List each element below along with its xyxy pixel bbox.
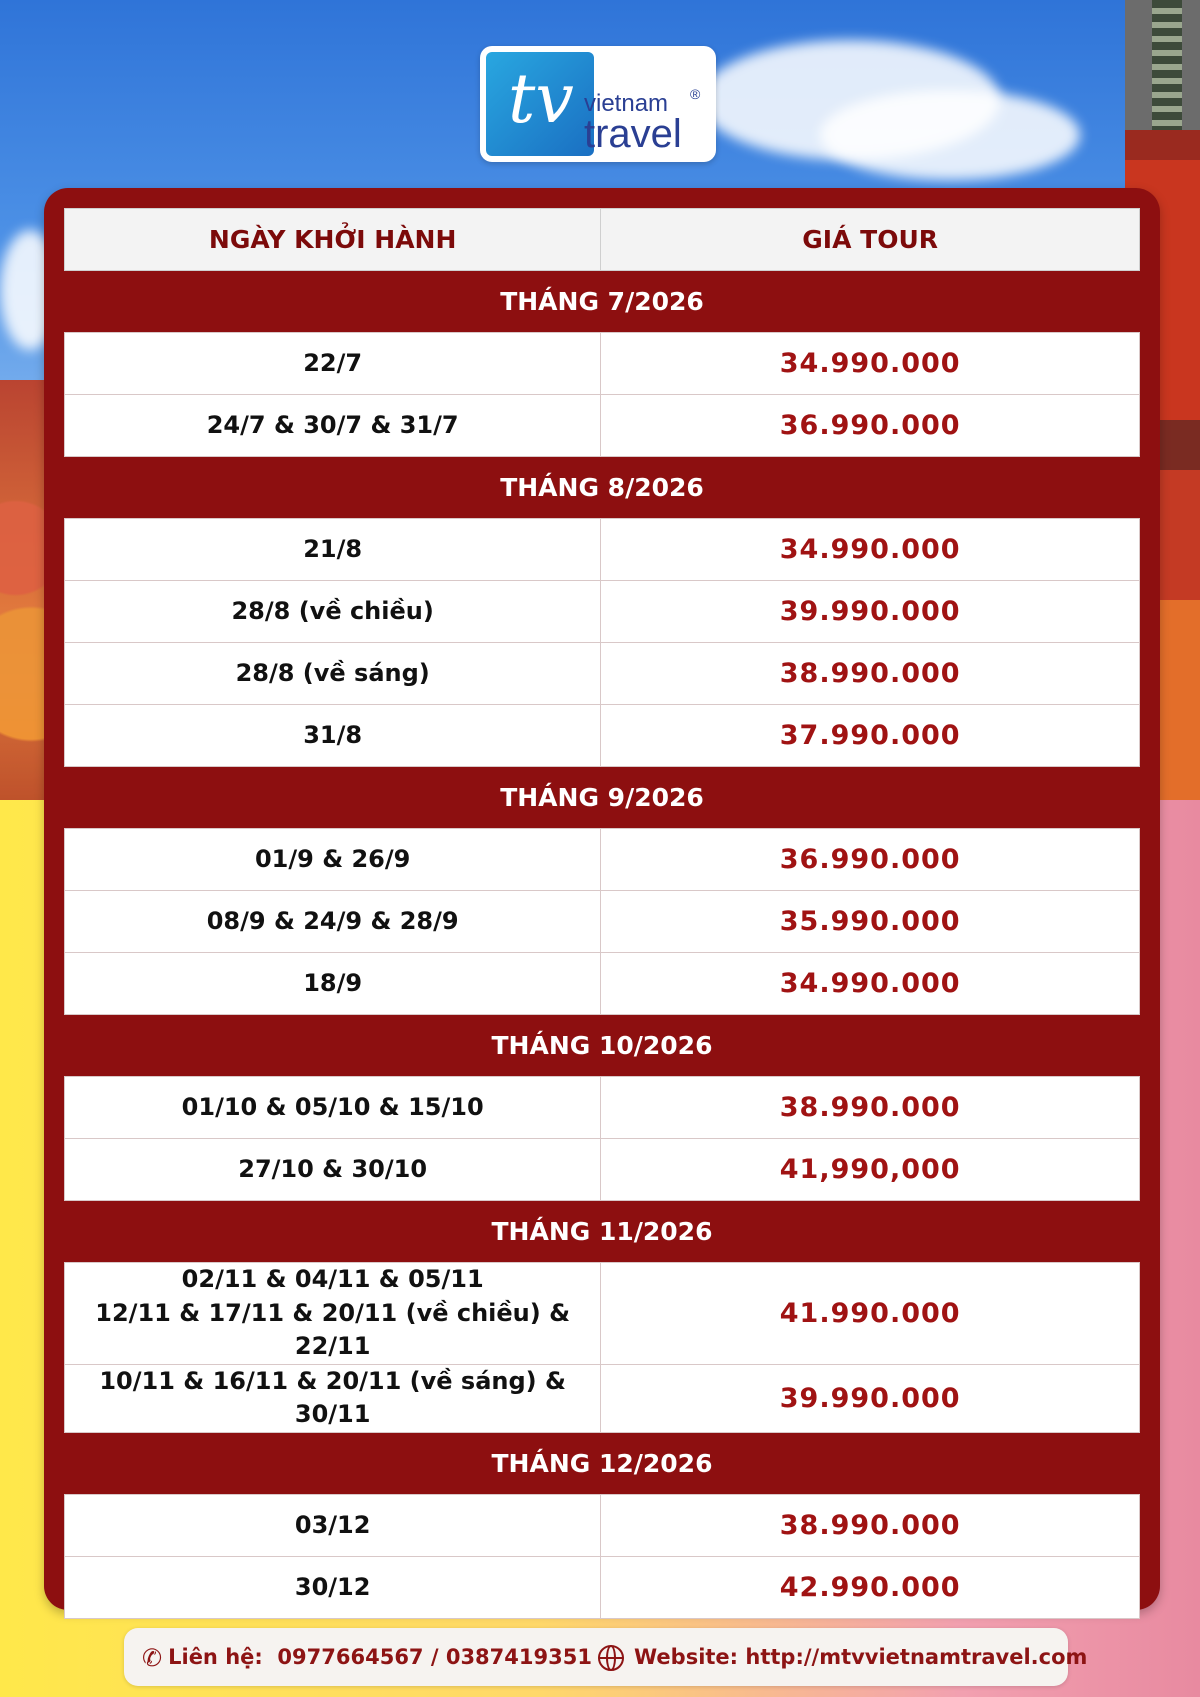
month-label: THÁNG 9/2026 <box>65 767 1140 829</box>
month-header-row <box>65 1201 1140 1263</box>
tour-price: 41.990.000 <box>601 1263 1140 1365</box>
table-row <box>65 1077 1140 1139</box>
brand-logo <box>480 46 716 162</box>
month-header-row <box>65 457 1140 519</box>
departure-date-line: 12/11 & 17/11 & 20/11 (về chiều) & 22/11 <box>95 1298 571 1361</box>
departure-date <box>65 1494 601 1556</box>
tour-price: 34.990.000 <box>601 953 1140 1015</box>
table-row <box>65 829 1140 891</box>
phone-numbers[interactable]: 0977664567 / 0387419351 <box>277 1645 592 1669</box>
tour-price: 42.990.000 <box>601 1556 1140 1618</box>
table-row <box>65 953 1140 1015</box>
table-row <box>65 519 1140 581</box>
phone-icon: ✆ <box>142 1644 163 1672</box>
website-link[interactable]: http://mtvvietnamtravel.com <box>745 1645 1088 1669</box>
month-header-row <box>65 1432 1140 1494</box>
table-header-row <box>65 209 1140 271</box>
departure-date <box>65 1364 601 1432</box>
table-row <box>65 1556 1140 1618</box>
table-row <box>65 1263 1140 1365</box>
tour-price: 34.990.000 <box>601 519 1140 581</box>
contact-label: Liên hệ: <box>168 1645 263 1669</box>
month-label: THÁNG 10/2026 <box>65 1015 1140 1077</box>
departure-date <box>65 643 601 705</box>
tour-price: 38.990.000 <box>601 1494 1140 1556</box>
departure-date-line: 30/12 <box>294 1572 371 1601</box>
month-label: THÁNG 7/2026 <box>65 271 1140 333</box>
contact-footer <box>124 1628 1088 1686</box>
logo-mark: tv <box>486 52 594 156</box>
departure-date-line: 10/11 & 16/11 & 20/11 (về sáng) & 30/11 <box>99 1366 566 1429</box>
table-row <box>65 1364 1140 1432</box>
logo-text-travel: travel <box>584 112 682 156</box>
departure-date <box>65 395 601 457</box>
departure-date-line: 02/11 & 04/11 & 05/11 <box>181 1265 484 1293</box>
table-row <box>65 1494 1140 1556</box>
table-row <box>65 333 1140 395</box>
departure-date-line: 21/8 <box>303 534 363 563</box>
price-table <box>64 208 1140 1619</box>
tour-price: 39.990.000 <box>601 1364 1140 1432</box>
month-header-row <box>65 1015 1140 1077</box>
tour-price: 36.990.000 <box>601 829 1140 891</box>
tour-price: 39.990.000 <box>601 581 1140 643</box>
table-row <box>65 395 1140 457</box>
website-label: Website: <box>634 1645 739 1669</box>
table-row <box>65 705 1140 767</box>
tour-price: 38.990.000 <box>601 643 1140 705</box>
departure-date-line: 01/9 & 26/9 <box>254 844 411 873</box>
departure-date <box>65 891 601 953</box>
table-row <box>65 1139 1140 1201</box>
departure-date-line: 31/8 <box>303 720 363 749</box>
table-row <box>65 643 1140 705</box>
departure-date-line: 27/10 & 30/10 <box>238 1154 428 1183</box>
tour-price: 41,990,000 <box>601 1139 1140 1201</box>
departure-date-line: 28/8 (về chiều) <box>231 596 434 625</box>
departure-date <box>65 1556 601 1618</box>
departure-date-line: 18/9 <box>303 968 363 997</box>
tour-price: 37.990.000 <box>601 705 1140 767</box>
registered-mark: ® <box>690 86 701 102</box>
tour-price: 34.990.000 <box>601 333 1140 395</box>
month-header-row <box>65 271 1140 333</box>
departure-date <box>65 519 601 581</box>
departure-date-line: 22/7 <box>303 348 363 377</box>
departure-date <box>65 705 601 767</box>
month-header-row <box>65 767 1140 829</box>
departure-date-line: 03/12 <box>294 1510 371 1539</box>
tour-price: 38.990.000 <box>601 1077 1140 1139</box>
website-info <box>598 1628 1087 1686</box>
departure-date <box>65 581 601 643</box>
tour-price: 35.990.000 <box>601 891 1140 953</box>
header-departure-date: NGÀY KHỞI HÀNH <box>65 209 601 271</box>
logo-text-vietnam: vietnam <box>584 90 669 117</box>
month-label: THÁNG 11/2026 <box>65 1201 1140 1263</box>
globe-icon <box>598 1645 624 1671</box>
table-row <box>65 581 1140 643</box>
departure-date-line: 28/8 (về sáng) <box>235 658 430 687</box>
departure-date-line: 01/10 & 05/10 & 15/10 <box>181 1092 484 1121</box>
departure-date <box>65 953 601 1015</box>
departure-date-line: 24/7 & 30/7 & 31/7 <box>206 410 459 439</box>
departure-date-line: 08/9 & 24/9 & 28/9 <box>206 906 459 935</box>
departure-date <box>65 1263 601 1365</box>
tour-price: 36.990.000 <box>601 395 1140 457</box>
departure-date <box>65 1139 601 1201</box>
table-row <box>65 891 1140 953</box>
departure-date <box>65 829 601 891</box>
month-label: THÁNG 12/2026 <box>65 1432 1140 1494</box>
departure-date <box>65 333 601 395</box>
month-label: THÁNG 8/2026 <box>65 457 1140 519</box>
contact-info <box>142 1628 592 1686</box>
departure-date <box>65 1077 601 1139</box>
cloud <box>820 90 1080 180</box>
header-tour-price: GIÁ TOUR <box>601 209 1140 271</box>
